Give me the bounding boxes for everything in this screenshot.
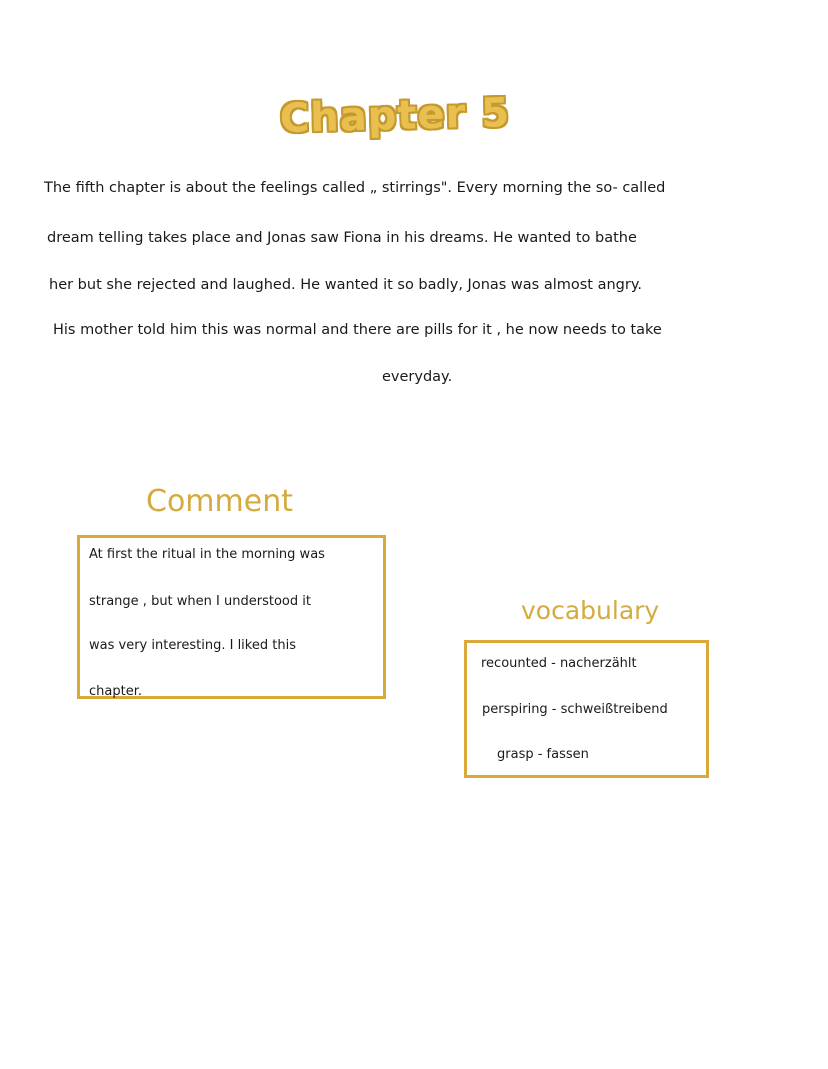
vocabulary-entry: perspiring - schweißtreibend [482,702,668,717]
vocabulary-box [464,640,709,778]
summary-line: her but she rejected and laughed. He wanted it so badly, Jonas was almost angry. [49,277,642,293]
comment-box [77,535,386,699]
comment-line: was very interesting. I liked this [89,638,296,653]
comment-heading: Comment [146,484,293,519]
comment-line: At first the ritual in the morning was [89,547,325,562]
comment-line: strange , but when I understood it [89,594,311,609]
vocabulary-entry: grasp - fassen [497,747,589,762]
page-title: Chapter 5 [279,89,511,142]
summary-line: everyday. [382,369,453,385]
comment-line: chapter. [89,684,142,699]
summary-line: dream telling takes place and Jonas saw Fiona in his dreams. He wanted to bathe [47,230,637,246]
summary-line: The fifth chapter is about the feelings called „ stirrings". Every morning the so- called [44,180,666,196]
vocabulary-heading: vocabulary [521,596,660,625]
summary-line: His mother told him this was normal and there are pills for it , he now needs to take [53,322,662,338]
vocabulary-entry: recounted - nacherzählt [481,656,637,671]
